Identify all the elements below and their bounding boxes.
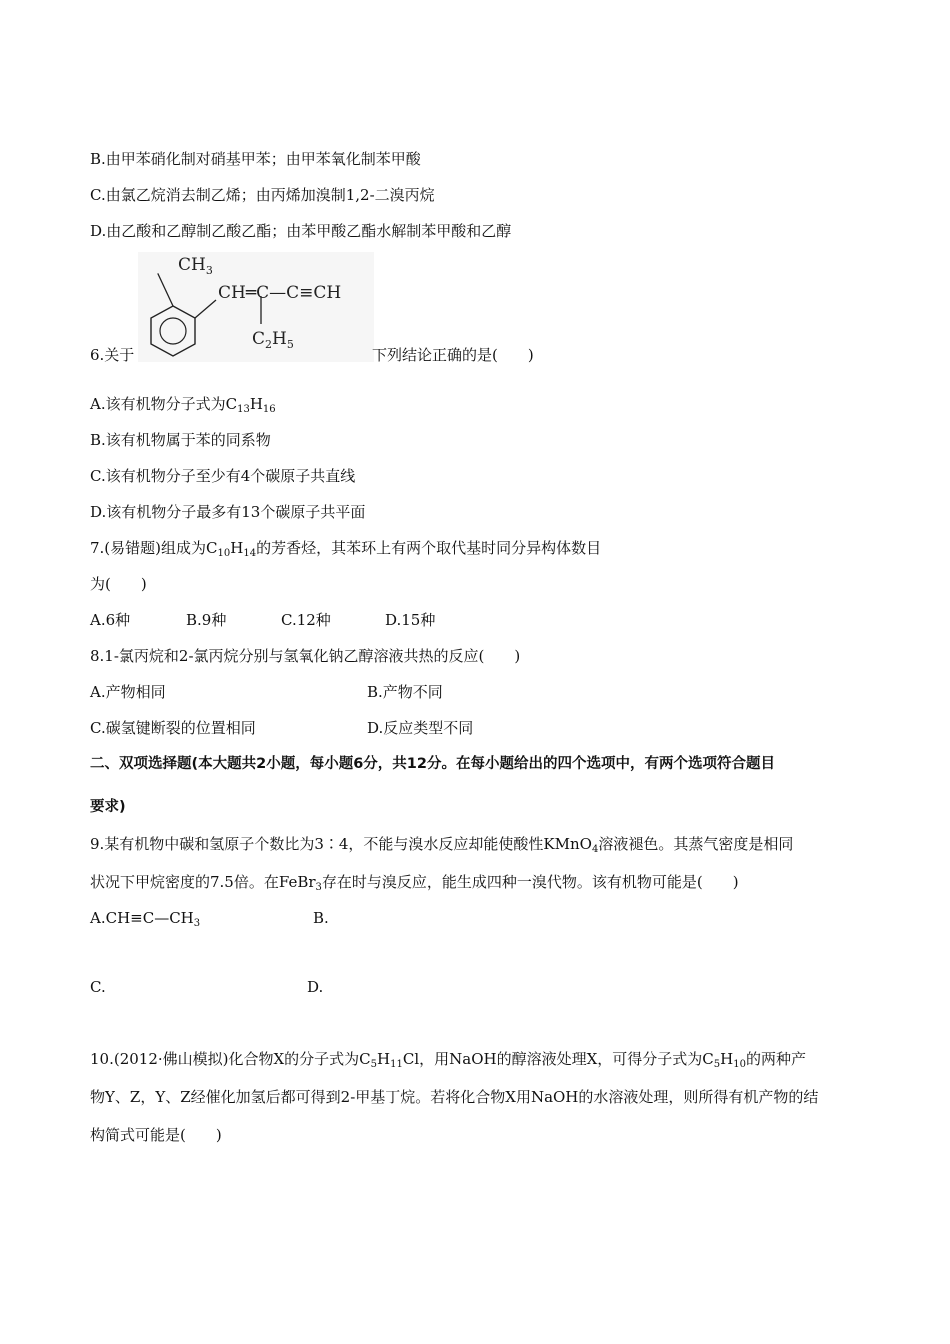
q8-stem: 8.1-氯丙烷和2-氯丙烷分别与氢氧化钠乙醇溶液共热的反应( ) [90,647,521,665]
q8-option-b: B.产物不同 [367,683,443,701]
q9-option-d: D. [307,978,324,996]
q6-option-b: B.该有机物属于苯的同系物 [90,431,271,449]
q7-option-b: B.9种 [186,611,227,629]
q5-option-c: C.由氯乙烷消去制乙烯；由丙烯加溴制1,2-二溴丙烷 [90,186,435,204]
q6-stem-prefix: 6.关于 [90,346,135,364]
q10-stem-line2: 物Y、Z，Y、Z经催化加氢后都可得到2-甲基丁烷。若将化合物X用NaOH的水溶液处理，则所得有机产物的结 [90,1088,819,1106]
q9-stem-line1: 9.某有机物中碳和氢原子个数比为3∶4，不能与溴水反应却能使酸性KMnO$_4$溶液褪色。其蒸气密度是相同 [90,835,794,855]
section-2-heading: 二、双项选择题(本大题共2小题，每小题6分，共12分。在每小题给出的四个选项中，有两个选项符合题目 [90,756,775,772]
q7-option-d: D.15种 [385,611,436,629]
q6-option-d: D.该有机物分子最多有13个碳原子共平面 [90,503,366,521]
q8-option-d: D.反应类型不同 [367,719,474,737]
q8-option-a: A.产物相同 [90,683,166,701]
q10-stem-line3: 构简式可能是( ) [90,1126,222,1144]
q6-option-c: C.该有机物分子至少有4个碳原子共直线 [90,467,356,485]
chain-label: CH═C—C≡CH [218,283,342,303]
q5-option-d: D.由乙酸和乙醇制乙酸乙酯；由苯甲酸乙酯水解制苯甲酸和乙醇 [90,222,512,240]
q6-stem-suffix: 下列结论正确的是( ) [372,346,534,364]
section-2-heading-line2: 要求) [90,799,126,815]
q9-option-b: B. [313,909,329,927]
c2h5-label: $C_2H_5$ [252,329,294,351]
q7-stem-line2: 为( ) [90,575,147,593]
q6-option-a: A.该有机物分子式为$C_{13}H_{16}$ [90,395,276,415]
q7-stem: 7.(易错题)组成为$C_{10}H_{14}$的芳香烃，其苯环上有两个取代基时同分异构体数目 [90,539,602,559]
q10-stem-line1: 10.(2012·佛山模拟)化合物X的分子式为$C_5H_{11}Cl$，用NaOH的醇溶液处理X，可得分子式为$C_5H_{10}$的两种产 [90,1050,806,1070]
q9-stem-line2: 状况下甲烷密度的7.5倍。在FeBr$_3$存在时与溴反应，能生成四种一溴代物。该有机物可能是( ) [90,873,739,893]
q9-option-a: $A.CH\equiv C—CH_3$ [90,909,201,929]
q8-option-c: C.碳氢键断裂的位置相同 [90,719,256,737]
q6-structure-diagram [138,252,374,362]
ch3-label: $CH_3$ [178,255,213,277]
q7-option-c: C.12种 [281,611,331,629]
q5-option-b: B.由甲苯硝化制对硝基甲苯；由甲苯氧化制苯甲酸 [90,150,421,168]
q9-option-c: C. [90,978,106,996]
q7-option-a: A.6种 [90,611,131,629]
